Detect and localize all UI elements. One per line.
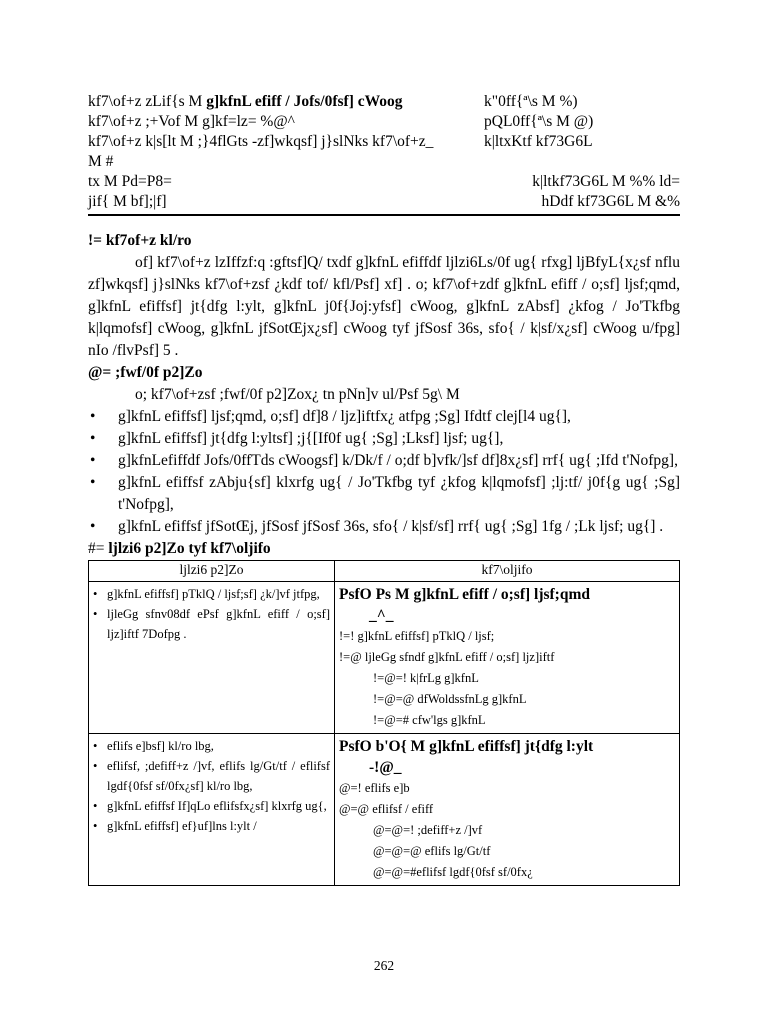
unit-title: PsfO Ps M g]kfnL efiff / o;sf] ljsf;qmd bbox=[339, 586, 590, 603]
list-item: • eflifs e]bsf] kl/ro lbg, bbox=[93, 736, 330, 756]
course-title-label: kf7\of+z zLif{s M bbox=[88, 93, 207, 110]
period-duration: k|ltkf73G6L M %% ld= bbox=[532, 173, 680, 190]
section-3-title: ljlzi6 p2]Zo tyf kf7\oljifo bbox=[108, 540, 271, 557]
course-title bbox=[88, 92, 403, 112]
table-cell-objectives bbox=[89, 582, 335, 734]
page-number: 262 bbox=[373, 958, 395, 973]
course-year: jif{ M bf];|f] bbox=[88, 193, 167, 210]
list-item: • g]kfnL efiffsf] ef}uf]lns l:ylt / bbox=[93, 816, 330, 836]
unit-line: !=@=@ dfWoldssfnLg g]kfnL bbox=[373, 692, 527, 706]
objectives-content-table bbox=[88, 560, 680, 886]
unit-line: @=@=#eflifsf lgdf{0fsf sf/0fx¿ bbox=[373, 865, 533, 879]
header-rule bbox=[88, 214, 680, 216]
table-cell-content bbox=[335, 582, 680, 734]
unit-line: @=@=@ eflifs lg/Gt/tf bbox=[373, 844, 491, 858]
full-marks: k"0ff{ª\s M %) bbox=[484, 93, 578, 110]
list-item: • eflifsf, ;defiff+z /]vf, eflifs lg/Gt/tf / eflifsf lgdf{0fsf sf/0fx¿sf] kl/ro lbg, bbox=[93, 756, 330, 796]
section-3-number: #= bbox=[88, 540, 109, 557]
course-level: tx M Pd=P8= bbox=[88, 173, 172, 190]
unit-line: !=! g]kfnL efiffsf] pTklQ / ljsf; bbox=[339, 629, 495, 643]
unit-line: !=@=# cfw'lgs g]kfnL bbox=[373, 713, 486, 727]
table-header-content: kf7\oljifo bbox=[335, 561, 680, 582]
objectives-list bbox=[88, 406, 680, 538]
total-periods: hDdf kf73G6L M &% bbox=[541, 193, 680, 210]
unit-line: @=@=! ;defiff+z /]vf bbox=[373, 823, 483, 837]
unit-heading bbox=[339, 736, 675, 778]
table-row bbox=[89, 734, 680, 886]
table-header-row bbox=[89, 561, 680, 582]
table-header-objectives: ljlzi6 p2]Zo bbox=[89, 561, 335, 582]
section-1-paragraph: of] kf7\of+z lzIffzf:q :gftsf]Q/ txdf g]kfnL efiffdf ljlzi6Ls/0f ug{ rfxg] ljBfyL{x¿sf nflu zf]wkqsf] j}slNks kf7\of+zsf ¿kdf tof/ kfl/Psf] xf] . o; kf7\of+zdf g]kfnL efiff / o;sf] ljsf;qmd, g]kfnL efiffsf] jt{dfg l:ylt, g]kfnL j0f{Joj:yfsf] cWoog, g]kfnL zAbsf] ¿kfog / Jo'Tkfbg k|lqmofsf] cWoog, g]kfnL jfSotŒjx¿sf] cWoog tyf jfSosf 36s, sfo{ / k|sf/x¿sf] cWoog u/fpg] nIo /flvPsf] 5 . bbox=[88, 254, 680, 359]
list-item: • ljleGg sfnv08df ePsf g]kfnL efiff / o;sf] ljz]iftf 7Dofpg . bbox=[93, 604, 330, 644]
section-2-intro: o; kf7\of+zsf ;fwf/0f p2]Zox¿ tn pNn]v ul/Psf 5g\ M bbox=[135, 386, 460, 403]
header-row-level bbox=[88, 172, 680, 192]
course-code: kf7\of+z ;+Vof M g]kf=lz= %@^ bbox=[88, 113, 295, 130]
unit-line: !=@ ljleGg sfndf g]kfnL efiff / o;sf] ljz]iftf bbox=[339, 650, 555, 664]
table-cell-objectives bbox=[89, 734, 335, 886]
header-row-title bbox=[88, 92, 680, 112]
cell-bullet-list bbox=[93, 736, 330, 836]
list-item: • g]kfnL efiffsf zAbju{sf] klxrfg ug{ / Jo'Tkfbg tyf ¿kfog k|lqmofsf] ;lj:tf/ j0f{g ug{ ;Sg] t'Nofpg], bbox=[88, 472, 680, 516]
unit-hours: -!@_ bbox=[369, 759, 402, 776]
list-item: • g]kfnL efiffsf If]qLo eflifsfx¿sf] klxrfg ug{, bbox=[93, 796, 330, 816]
header-row-code bbox=[88, 112, 680, 132]
list-item: • g]kfnL efiffsf] jt{dfg l:yltsf] ;j{[If0f ug{ ;Sg] ;Lksf] ljsf; ug{], bbox=[88, 428, 680, 450]
unit-line: @=! eflifs e]b bbox=[339, 781, 410, 795]
list-item: • g]kfnLefiffdf Jofs/0ffTds cWoogsf] k/Dk/f / o;df b]vfk/]sf df]8x¿sf] rrf{ ug{ ;Ifd t'Nofpg], bbox=[88, 450, 680, 472]
header-row-nature-cont: M # bbox=[88, 153, 114, 170]
course-title-value: g]kfnL efiff / Jofs/0fsf] cWoog bbox=[206, 93, 403, 110]
list-item: • g]kfnL efiffsf] ljsf;qmd, o;sf] df]8 / ljz]iftfx¿ atfpg ;Sg] Ifdtf clej[l4 ug{], bbox=[88, 406, 680, 428]
weekly-periods: k|ltxKtf kf73G6L bbox=[484, 133, 593, 150]
list-item: • g]kfnL efiffsf] pTklQ / ljsf;sf] ¿k/]vf jtfpg, bbox=[93, 584, 330, 604]
unit-line: @=@ eflifsf / efiff bbox=[339, 802, 434, 816]
document-page bbox=[88, 92, 680, 886]
unit-title: PsfO b'O{ M g]kfnL efiffsf] jt{dfg l:ylt bbox=[339, 738, 594, 755]
section-1-heading: != kf7of+z kl/ro bbox=[88, 232, 192, 249]
unit-line: !=@=! k|frLg g]kfnL bbox=[373, 671, 479, 685]
pass-marks: pQL0ff{ª\s M @) bbox=[484, 113, 594, 130]
unit-hours: _^_ bbox=[369, 607, 394, 624]
header-row-year bbox=[88, 192, 680, 212]
section-2-heading: @= ;fwf/0f p2]Zo bbox=[88, 364, 203, 381]
section-3-heading bbox=[88, 538, 680, 560]
unit-heading bbox=[339, 584, 675, 626]
cell-bullet-list bbox=[93, 584, 330, 644]
course-nature: kf7\of+z k|s[lt M ;}4flGts -zf]wkqsf] j}slNks kf7\of+z_ bbox=[88, 133, 434, 150]
list-item: • g]kfnL efiffsf jfSotŒj, jfSosf jfSosf 36s, sfo{ / k|sf/sf] rrf{ ug{ ;Sg] 1fg / ;Lk ljsf; ug{] . bbox=[88, 516, 680, 538]
table-row bbox=[89, 582, 680, 734]
table-cell-content bbox=[335, 734, 680, 886]
header-row-nature bbox=[88, 132, 680, 152]
